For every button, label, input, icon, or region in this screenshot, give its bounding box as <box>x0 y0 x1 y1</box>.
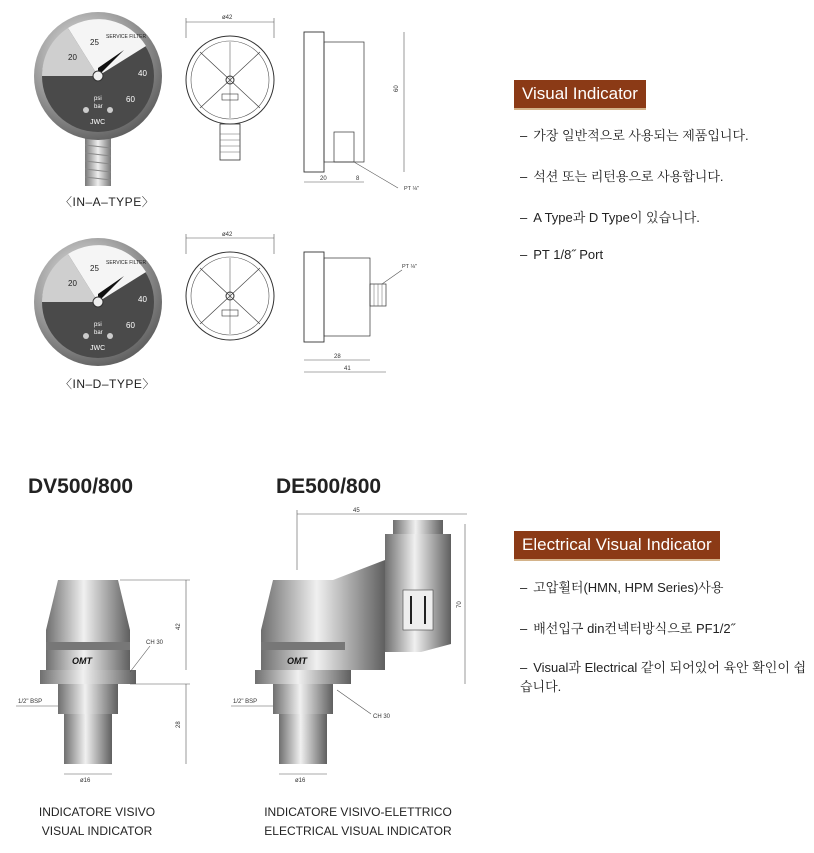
gauge-a-psi: psi <box>94 96 102 102</box>
visual-indicator-header: Visual Indicator <box>514 80 646 110</box>
gauge-d-bar: bar <box>94 330 103 336</box>
gauge-d-side-drawing <box>298 250 438 375</box>
gauge-d-psi: psi <box>94 322 102 328</box>
gauge-a-tick-60: 60 <box>126 95 135 104</box>
gauge-d-tick-40: 40 <box>138 295 147 304</box>
dv-h2: 28 <box>176 721 182 728</box>
de-caption: INDICATORE VISIVO-ELETTRICO ELECTRICAL VISUAL INDICATOR <box>264 805 452 838</box>
dv-dia: ø16 <box>80 778 91 784</box>
gauge-a-tick-40: 40 <box>138 69 147 78</box>
type-d-caption: 〈IN–D–TYPE〉 <box>60 377 155 391</box>
gauge-a-service: SERVICE FILTER <box>106 34 147 40</box>
gauge-a-w1: 20 <box>320 176 327 182</box>
dv-brand: OMT <box>72 656 92 666</box>
gauge-a-w2: 8 <box>356 176 360 182</box>
gauge-a-bar: bar <box>94 104 103 110</box>
gauge-d-port: PT ⅛" <box>402 264 417 270</box>
gauge-a-dia: ø42 <box>222 15 233 21</box>
gauge-a-tick-25: 25 <box>90 38 99 47</box>
gauge-d-dia: ø42 <box>222 232 233 238</box>
gauge-a-height: 60 <box>394 85 400 92</box>
dv-ch: CH 30 <box>146 640 164 646</box>
gauge-d-front-drawing <box>180 230 280 360</box>
electrical-bullet-1: – 고압휠터(HMN, HPM Series)사용 <box>520 580 724 595</box>
visual-bullet-4: – PT 1/8˝ Port <box>520 247 604 262</box>
de-ch: CH 30 <box>373 714 391 720</box>
visual-bullet-2: – 석션 또는 리턴용으로 사용합니다. <box>520 169 724 184</box>
dv-drawing <box>10 560 220 785</box>
de-w: 45 <box>353 508 360 514</box>
de-title: DE500/800 <box>276 475 382 498</box>
dv-caption: INDICATORE VISIVO VISUAL INDICATOR <box>38 805 156 838</box>
visual-bullet-3: – A Type과 D Type이 있습니다. <box>520 210 700 225</box>
gauge-a-tick-20: 20 <box>68 53 77 62</box>
de-h: 70 <box>457 601 463 608</box>
gauge-a-port: PT ⅛" <box>404 186 419 192</box>
gauge-d-tick-60: 60 <box>126 321 135 330</box>
type-a-caption: 〈IN–A–TYPE〉 <box>60 195 155 209</box>
gauge-d-service: SERVICE FILTER <box>106 260 147 266</box>
gauge-d-w1: 28 <box>334 354 341 360</box>
electrical-indicator-header: Electrical Visual Indicator <box>514 531 720 561</box>
de-dia: ø16 <box>295 778 306 784</box>
gauge-a-brand: JWC <box>90 119 106 126</box>
de-bsp: 1/2" BSP <box>233 699 258 705</box>
gauge-d-brand: JWC <box>90 345 106 352</box>
electrical-bullet-3: – Visual과 Electrical 같이 되어있어 육안 확인이 쉽습니다. <box>520 660 807 694</box>
visual-bullet-1: – 가장 일반적으로 사용되는 제품입니다. <box>520 128 749 143</box>
gauge-a-front-drawing <box>180 8 280 178</box>
gauge-d-w2: 41 <box>344 366 351 372</box>
electrical-bullet-2: – 배선입구 din컨넥터방식으로 PF1/2˝ <box>520 621 735 636</box>
gauge-d-photo <box>28 236 168 371</box>
dv-bsp: 1/2" BSP <box>18 699 43 705</box>
de-brand: OMT <box>287 656 307 666</box>
dv-h1: 42 <box>176 623 182 630</box>
gauge-d-tick-25: 25 <box>90 264 99 273</box>
gauge-d-tick-20: 20 <box>68 279 77 288</box>
de-drawing <box>225 500 485 790</box>
gauge-a-photo <box>28 10 168 190</box>
dv-title: DV500/800 <box>28 475 134 498</box>
gauge-a-side-drawing <box>298 28 438 198</box>
